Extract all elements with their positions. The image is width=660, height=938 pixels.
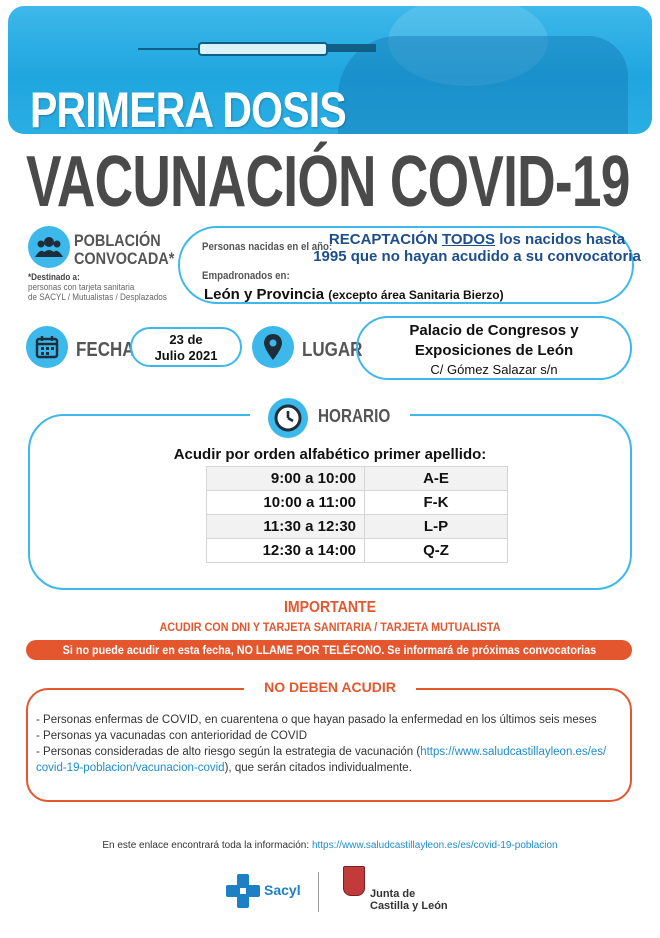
schedule-time: 12:30 a 14:00 — [207, 539, 365, 563]
warning-text: Si no puede acudir en esta fecha, NO LLAME POR TELÉFONO. Se informará de próximas convocatorias — [62, 643, 596, 657]
banner-title: PRIMERA DOSIS — [30, 82, 346, 134]
vacunacion-link-part1[interactable]: https://www.saludcastillayleon.es/es/ — [420, 746, 607, 758]
schedule-letters: L-P — [365, 515, 508, 539]
lugar-name-line2: Exposiciones de León — [414, 342, 574, 359]
empadronados-label: Empadronados en: — [202, 270, 290, 282]
location-pin-icon — [252, 326, 294, 368]
empadronado-lugar: León y Provincia (excepto área Sanitaria Bierzo) — [204, 286, 504, 303]
no-deben-list — [36, 712, 626, 776]
schedule-letters: A-E — [365, 467, 508, 491]
poblacion-label: POBLACIÓN CONVOCADA* — [74, 231, 175, 268]
lugar-name-line1: Palacio de Congresos y — [409, 322, 579, 339]
table-row — [207, 491, 508, 515]
syringe-icon — [198, 42, 328, 56]
people-icon — [28, 226, 70, 268]
schedule-letters: F-K — [365, 491, 508, 515]
lugar-label: LUGAR — [302, 339, 363, 361]
header-banner — [8, 6, 652, 134]
recaptacion-text: RECAPTACIÓN TODOS los nacidos hasta 1995 que no hayan acudido a su convocatoria — [313, 231, 641, 265]
syringe-needle — [138, 48, 200, 50]
table-row — [207, 467, 508, 491]
clock-icon — [268, 398, 308, 438]
list-item: - Personas enfermas de COVID, en cuarentena o que hayan pasado la enfermedad en los últimos seis meses — [36, 714, 597, 726]
list-item-continued: covid-19-poblacion/vacunacion-covid), que serán citados individualmente. — [36, 762, 412, 774]
schedule-table — [206, 466, 508, 563]
table-row — [207, 539, 508, 563]
schedule-letters: Q-Z — [365, 539, 508, 563]
fecha-value: 23 de Julio 2021 — [130, 327, 242, 367]
horario-label: HORARIO — [318, 406, 391, 426]
gloved-hand-image — [338, 36, 628, 134]
info-link-line: En este enlace encontrará toda la información: https://www.saludcastillayleon.es/es/covid-19-poblacion — [102, 840, 558, 851]
fecha-label: FECHA — [76, 339, 135, 361]
schedule-time: 11:30 a 12:30 — [207, 515, 365, 539]
schedule-time: 10:00 a 11:00 — [207, 491, 365, 515]
sacyl-logo-icon — [224, 872, 262, 910]
calendar-icon — [26, 326, 68, 368]
horario-instruction: Acudir por orden alfabético primer apellido: — [173, 446, 487, 463]
page-title: VACUNACIÓN COVID-19 — [26, 142, 630, 222]
importante-title: IMPORTANTE — [283, 599, 377, 616]
junta-logo-text: Junta de Castilla y León — [370, 888, 448, 912]
info-link[interactable]: https://www.saludcastillayleon.es/es/covid-19-poblacion — [311, 840, 558, 851]
warning-bar — [26, 640, 632, 660]
vacunacion-link-part2[interactable]: covid-19-poblacion/vacunacion-covid — [36, 762, 225, 774]
coat-of-arms-icon — [343, 866, 365, 896]
list-item: - Personas ya vacunadas con anterioridad de COVID — [36, 730, 308, 742]
syringe-plunger — [326, 44, 376, 52]
nacidas-label: Personas nacidas en el año: — [202, 241, 333, 253]
importante-subtitle: ACUDIR CON DNI Y TARJETA SANITARIA / TARJETA MUTUALISTA — [159, 620, 501, 634]
lugar-value — [356, 316, 632, 380]
no-deben-title: NO DEBEN ACUDIR — [244, 679, 416, 699]
table-row — [207, 515, 508, 539]
list-item: - Personas consideradas de alto riesgo según la estrategia de vacunación (https://www.saludcastillayleon.es/es/ — [36, 746, 607, 758]
schedule-time: 9:00 a 10:00 — [207, 467, 365, 491]
lugar-address: C/ Gómez Salazar s/n — [430, 362, 558, 377]
logo-divider — [318, 872, 319, 912]
sacyl-logo-text: Sacyl — [264, 882, 301, 898]
destinado-note: *Destinado a: personas con tarjeta sanitaria de SACYL / Mutualistas / Desplazados — [28, 272, 167, 302]
